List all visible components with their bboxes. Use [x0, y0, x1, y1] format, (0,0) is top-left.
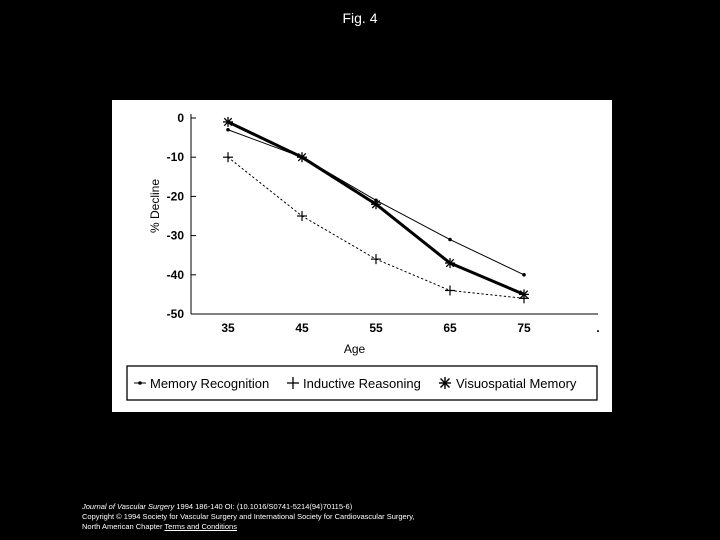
y-tick-label: 0 — [177, 111, 184, 125]
series-3-point — [371, 199, 381, 209]
chapter-text: North American Chapter — [82, 522, 165, 531]
y-tick-label: -10 — [166, 150, 184, 165]
legend-label: Memory Recognition — [150, 376, 270, 391]
series-1-point — [226, 128, 230, 132]
citation-doi: 1994 186-140 OI: (10.1016/S0741-5214(94)70115-6) — [174, 502, 353, 511]
chart-panel — [112, 100, 612, 412]
series-1-point — [522, 273, 526, 277]
series-2-point — [223, 152, 233, 162]
copyright-line: Copyright © 1994 Society for Vascular Surgery and International Society for Cardiovascular Surgery, — [82, 512, 415, 521]
citation-line-3 — [82, 522, 702, 532]
y-tick-label: -20 — [166, 189, 184, 204]
x-tick-label: 55 — [369, 321, 383, 335]
x-tick-label: . — [596, 321, 600, 335]
citation-line-1 — [82, 502, 702, 512]
figure-title: Fig. 4 — [342, 10, 378, 26]
journal-name: Journal of Vascular Surgery — [82, 502, 175, 511]
series-3-point — [223, 117, 233, 127]
series-1-point — [448, 238, 452, 242]
y-tick-label: -30 — [166, 228, 184, 243]
legend-label: Visuospatial Memory — [456, 376, 577, 391]
series-2-point — [297, 211, 307, 221]
series-2-point — [445, 285, 455, 295]
x-tick-label: 35 — [221, 321, 235, 335]
x-tick-label: 45 — [295, 321, 309, 335]
series-2-point — [371, 254, 381, 264]
y-tick-label: -40 — [166, 267, 184, 282]
terms-link[interactable]: Terms and Conditions — [164, 522, 237, 531]
x-axis-label: Age — [343, 342, 366, 356]
line-chart — [112, 100, 612, 412]
legend-swatch-marker — [439, 377, 451, 389]
x-tick-label: 65 — [443, 321, 457, 335]
citation-block — [82, 502, 702, 532]
legend-label: Inductive Reasoning — [303, 376, 421, 391]
x-tick-label: 75 — [517, 321, 531, 335]
y-tick-label: -50 — [166, 307, 184, 321]
series-3-point — [519, 289, 529, 299]
series-3-point — [297, 152, 307, 162]
legend-swatch-marker — [138, 381, 142, 385]
y-axis-label: % Decline — [148, 178, 162, 234]
series-3-point — [445, 258, 455, 268]
